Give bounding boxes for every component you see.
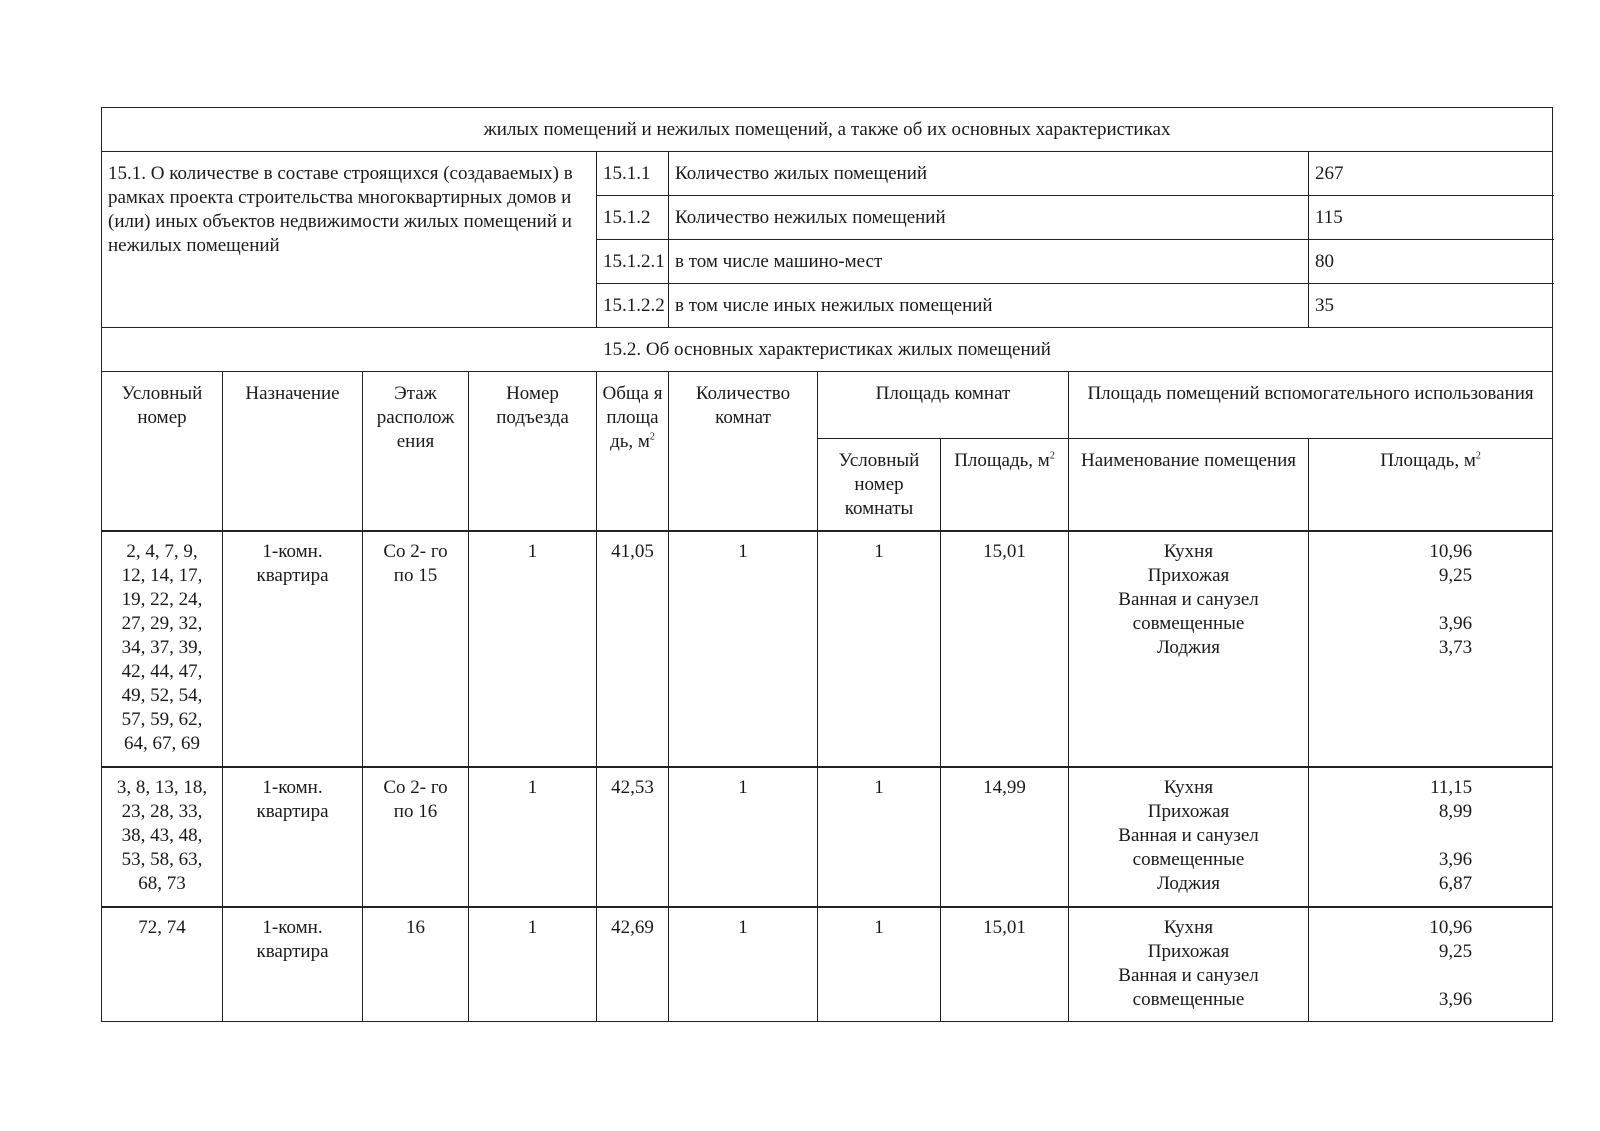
row-code: 15.1.2.1 bbox=[597, 240, 669, 284]
apartment-floor: 16 bbox=[363, 907, 469, 1022]
header-room-area bbox=[941, 439, 1069, 531]
apartment-numbers: 72, 74 bbox=[102, 907, 223, 1022]
row-value: 267 bbox=[1309, 152, 1553, 196]
aux-names: Кухня Прихожая Ванная и санузел совмещенные Лоджия bbox=[1069, 531, 1309, 767]
apartment-purpose: 1-комн. квартира bbox=[223, 531, 363, 767]
row-code: 15.1.1 bbox=[597, 152, 669, 196]
table-row bbox=[102, 907, 1553, 1022]
apartment-entrance: 1 bbox=[469, 531, 597, 767]
aux-areas: 10,96 9,25 3,96 3,73 bbox=[1309, 531, 1553, 767]
header-purpose: Назначение bbox=[223, 372, 363, 531]
row-label: Количество нежилых помещений bbox=[669, 196, 1309, 240]
header-aux-area-m2-text: Площадь, м bbox=[1380, 450, 1476, 471]
header-aux-area-m2 bbox=[1309, 439, 1553, 531]
apartment-numbers: 2, 4, 7, 9, 12, 14, 17, 19, 22, 24, 27, 29, 32, 34, 37, 39, 42, 44, 47, 49, 52, 54, 57, 59, 62, 64, 67, 69 bbox=[102, 531, 223, 767]
header-rooms-area: Площадь комнат bbox=[818, 372, 1069, 439]
apartment-floor: Со 2- го по 15 bbox=[363, 531, 469, 767]
sup-2: 2 bbox=[649, 431, 655, 443]
row-label: в том числе иных нежилых помещений bbox=[669, 284, 1309, 328]
apartment-floor: Со 2- го по 16 bbox=[363, 767, 469, 907]
apartments-table bbox=[101, 107, 1553, 1022]
apartment-entrance: 1 bbox=[469, 767, 597, 907]
row-code: 15.1.2.2 bbox=[597, 284, 669, 328]
row-label: в том числе машино-мест bbox=[669, 240, 1309, 284]
sup-2: 2 bbox=[1475, 450, 1481, 462]
aux-areas: 10,96 9,25 3,96 bbox=[1309, 907, 1553, 1022]
apartment-purpose: 1-комн. квартира bbox=[223, 767, 363, 907]
section-15-2-title: 15.2. Об основных характеристиках жилых помещений bbox=[102, 328, 1553, 372]
section-15-1-title: 15.1. О количестве в составе строящихся (создаваемых) в рамках проекта строительства многоквартирных домов и (или) иных объектов недвижимости жилых помещений и нежилых помещений bbox=[102, 152, 597, 328]
aux-names: Кухня Прихожая Ванная и санузел совмещенные bbox=[1069, 907, 1309, 1022]
row-value: 80 bbox=[1309, 240, 1553, 284]
header-room-area-text: Площадь, м bbox=[954, 450, 1050, 471]
apartment-numbers: 3, 8, 13, 18, 23, 28, 33, 38, 43, 48, 53, 58, 63, 68, 73 bbox=[102, 767, 223, 907]
header-floor: Этаж располож ения bbox=[363, 372, 469, 531]
apartment-entrance: 1 bbox=[469, 907, 597, 1022]
apartment-purpose: 1-комн. квартира bbox=[223, 907, 363, 1022]
room-number: 1 bbox=[818, 531, 941, 767]
header-total-area bbox=[597, 372, 669, 531]
apartment-total-area: 42,69 bbox=[597, 907, 669, 1022]
aux-names: Кухня Прихожая Ванная и санузел совмещенные Лоджия bbox=[1069, 767, 1309, 907]
row-value: 115 bbox=[1309, 196, 1553, 240]
row-code: 15.1.2 bbox=[597, 196, 669, 240]
room-area: 14,99 bbox=[941, 767, 1069, 907]
table-row bbox=[102, 531, 1553, 767]
apartment-total-area: 41,05 bbox=[597, 531, 669, 767]
row-value: 35 bbox=[1309, 284, 1553, 328]
header-total-area-text: Обща я площа дь, м bbox=[602, 383, 663, 452]
room-number: 1 bbox=[818, 767, 941, 907]
header-entrance: Номер подъезда bbox=[469, 372, 597, 531]
header-aux-name: Наименование помещения bbox=[1069, 439, 1309, 531]
header-room-cond-number: Условный номер комнаты bbox=[818, 439, 941, 531]
table-row bbox=[102, 767, 1553, 907]
header-cond-number: Условный номер bbox=[102, 372, 223, 531]
apartment-total-area: 42,53 bbox=[597, 767, 669, 907]
room-number: 1 bbox=[818, 907, 941, 1022]
apartment-rooms: 1 bbox=[669, 531, 818, 767]
row-label: Количество жилых помещений bbox=[669, 152, 1309, 196]
aux-areas: 11,15 8,99 3,96 6,87 bbox=[1309, 767, 1553, 907]
room-area: 15,01 bbox=[941, 907, 1069, 1022]
header-aux-area: Площадь помещений вспомогательного использования bbox=[1069, 372, 1553, 439]
room-area: 15,01 bbox=[941, 531, 1069, 767]
top-header: жилых помещений и нежилых помещений, а также об их основных характеристиках bbox=[102, 108, 1553, 152]
header-rooms-count: Количество комнат bbox=[669, 372, 818, 531]
apartment-rooms: 1 bbox=[669, 907, 818, 1022]
apartment-rooms: 1 bbox=[669, 767, 818, 907]
sup-2: 2 bbox=[1049, 450, 1055, 462]
